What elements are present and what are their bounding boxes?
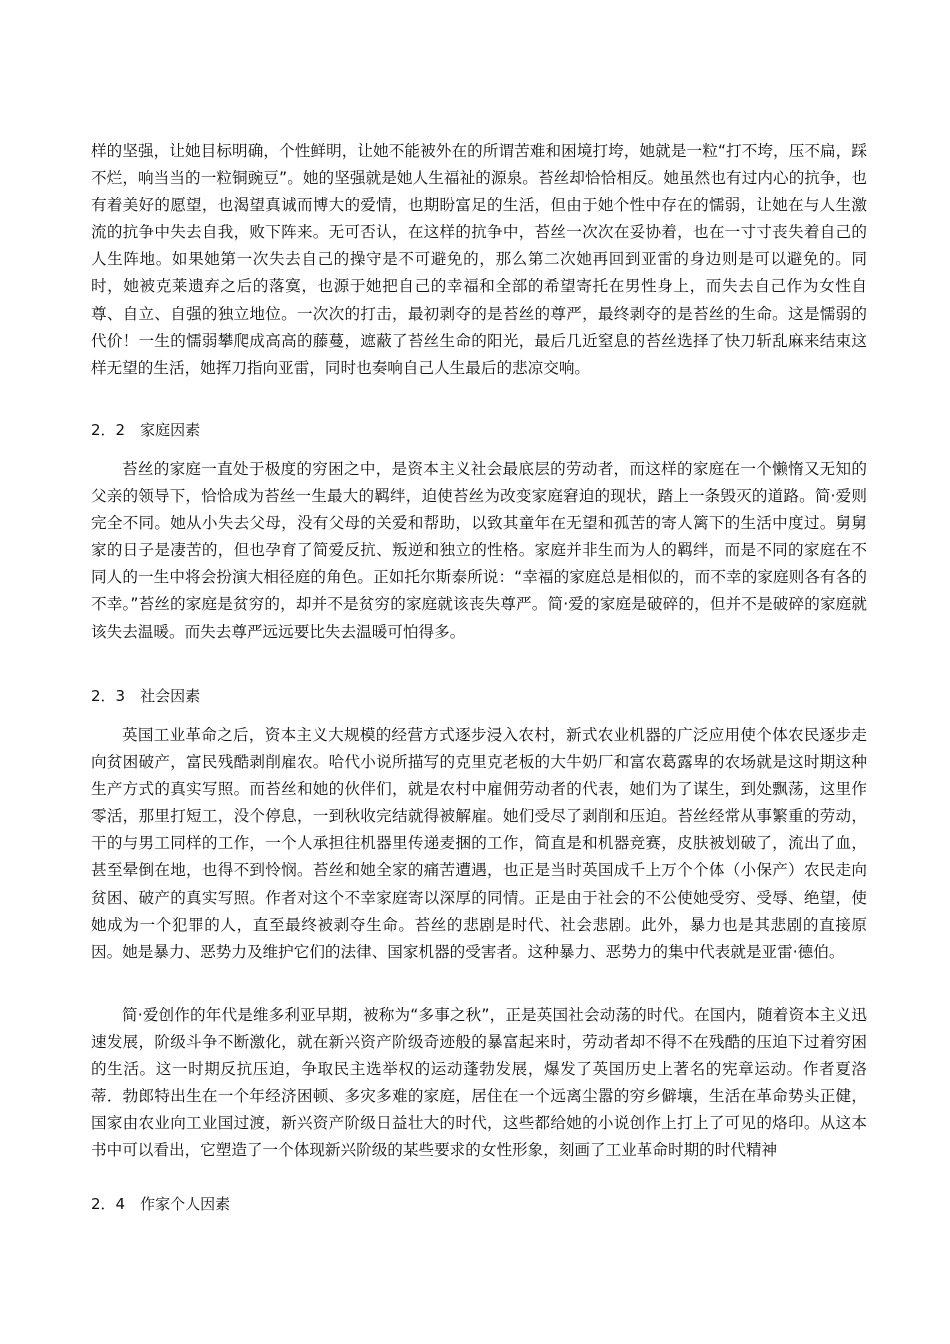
section-heading-2-4: 2．4 作家个人因素 [91, 1195, 231, 1213]
section-heading-2-3: 2．3 社会因素 [91, 687, 201, 705]
paragraph-strength-contrast: 样的坚强，让她目标明确，个性鲜明，让她不能被外在的所谓苦难和困境打垮，她就是一粒“打不垮，压不扁，踩不烂，响当当的一粒铜豌豆”。她的坚强就是她人生福祉的源泉。苔丝却恰恰相反。她虽然也有过内心的抗争，也有着美好的愿望，也渴望真诚而博大的爱情，也期盼富足的生活，但由于她个性中存在的懦弱，让她在与人生激流的抗争中失去自我，败下阵来。无可否认，在这样的抗争中，苔丝一次次在妥协着，也在一寸寸丧失着自己的人生阵地。如果她第一次失去自己的操守是不可避免的，那么第二次她再回到亚雷的身边则是可以避免的。同时，她被克莱遗弃之后的落寞，也源于她把自己的幸福和全部的希望寄托在男性身上，而失去自己作为女性自尊、自立、自强的独立地位。一次次的打击，最初剥夺的是苔丝的尊严，最终剥夺的是苔丝的生命。这是懦弱的代价！一生的懦弱攀爬成高高的藤蔓，遮蔽了苔丝生命的阳光，最后几近窒息的苔丝选择了快刀斩乱麻来结束这样无望的生活，她挥刀指向亚雷，同时也奏响自己人生最后的悲凉交响。 [91, 142, 867, 377]
paragraph-family-factors: 苔丝的家庭一直处于极度的穷困之中，是资本主义社会最底层的劳动者，而这样的家庭在一个懒惰又无知的父亲的领导下，恰恰成为苔丝一生最大的羁绊，迫使苔丝为改变家庭窘迫的现状，踏上一条毁灭的道路。简·爱则完全不同。她从小失去父母，没有父母的关爱和帮助，以致其童年在无望和孤苦的寄人篱下的生活中度过。舅舅家的日子是凄苦的，但也孕育了简爱反抗、叛逆和独立的性格。家庭并非生而为人的羁绊，而是不同的家庭在不同人的一生中将会扮演大相径庭的角色。正如托尔斯泰所说：“幸福的家庭总是相似的，而不幸的家庭则各有各的不幸。”苔丝的家庭是贫穷的，却并不是贫穷的家庭就该丧失尊严。简·爱的家庭是破碎的，但并不是破碎的家庭就该失去温暖。而失去尊严远远要比失去温暖可怕得多。 [91, 460, 867, 641]
paragraph-social-factors-tess: 英国工业革命之后，资本主义大规模的经营方式逐步浸入农村，新式农业机器的广泛应用使个体农民逐步走向贫困破产，富民残酷剥削雇农。哈代小说所描写的克里克老板的大牛奶厂和富农葛露卑的农场就是这时期这种生产方式的真实写照。而苔丝和她的伙伴们，就是农村中雇佣劳动者的代表，她们为了谋生，到处飘荡，这里作零活，那里打短工，没个停息，一到秋收完结就得被解雇。她们受尽了剥削和压迫。苔丝经常从事繁重的劳动，干的与男工同样的工作，一个人承担往机器里传递麦捆的工作，简直是和机器竞赛，皮肤被划破了，流出了血，甚至晕倒在地，也得不到怜悯。苔丝和她全家的痛苦遭遇，也正是当时英国成千上万个个体（小保产）农民走向贫困、破产的真实写照。作者对这个不幸家庭寄以深厚的同情。正是由于社会的不公使她受穷、受辱、绝望，使她成为一个犯罪的人，直至最终被剥夺生命。苔丝的悲剧是时代、社会悲剧。此外，暴力也是其悲剧的直接原因。她是暴力、恶势力及维护它们的法律、国家机器的受害者。这种暴力、恶势力的集中代表就是亚雷·德伯。 [91, 726, 867, 961]
section-heading-2-2: 2．2 家庭因素 [91, 421, 201, 439]
paragraph-social-factors-jane: 简·爱创作的年代是维多利亚早期，被称为“多事之秋”，正是英国社会动荡的时代。在国内，随着资本主义迅速发展，阶级斗争不断激化，就在新兴资产阶级奇迹般的暴富起来时，劳动者却不得不在残酷的压迫下过着穷困的生活。这一时期反抗压迫，争取民主选举权的运动蓬勃发展，爆发了英国历史上著名的宪章运动。作者夏洛蒂．勃郎特出生在一个年经济困顿、多灾多难的家庭，居住在一个远离尘嚣的穷乡僻壤，生活在革命势头正健，国家由农业向工业国过渡，新兴资产阶级日益壮大的时代，这些都给她的小说创作上打上了可见的烙印。从这本书中可以看出，它塑造了一个体现新兴阶级的某些要求的女性形象，刻画了工业革命时期的时代精神 [91, 1006, 867, 1160]
